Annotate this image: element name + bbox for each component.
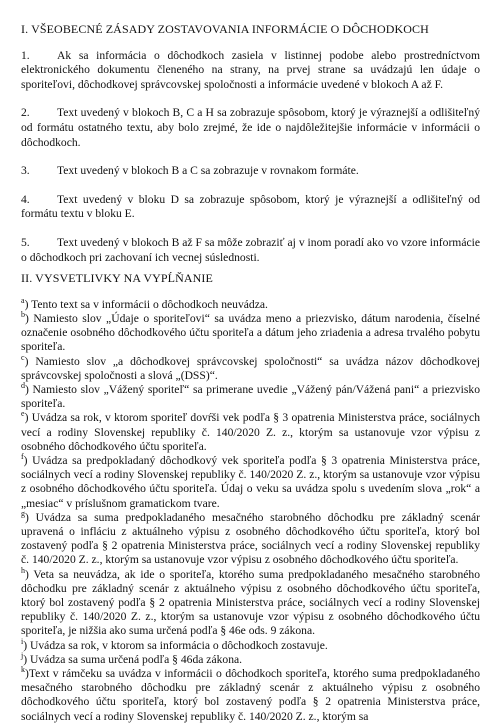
note-mark: d <box>21 381 25 391</box>
note-c: $^c$) Namiesto slov „a dôchodkovej správcovskej spoločnosti“ sa uvádza názov dôchodkovej správcovskej spoločnosti a slová „(DSS)“. <box>21 352 480 382</box>
paragraph-text: Text uvedený v blokoch B, C a H sa zobrazuje spôsobom, ktorý je výraznejší a odlišiteľný od formátu ostatného textu, aby bolo zrejmé, že ide o najdôležitejšie informácie v informácii o dôchodkoch. <box>21 106 480 149</box>
note-mark: i <box>21 636 24 646</box>
note-h: $^h$) Veta sa neuvádza, ak ide o sporiteľa, ktorého suma predpokladaného mesačného starobného dôchodku pre základný scenár z aktuálneho výpisu z osobného dôchodkového účtu sporiteľa, ktorý bol zostavený podľa § 2 opatrenia Ministerstva práce, sociálnych vecí a rodiny Slovenskej republiky č. 140/2020 Z. z., ktorým sa ustanovuje vzor výpisu z osobného dôchodkového účtu sporiteľa, je nižšia ako suma určená podľa § 46e ods. 9 zákona. <box>21 565 480 638</box>
note-g: $^g$) Uvádza sa suma predpokladaného mesačného starobného dôchodku pre základný scenár upravená o infláciu z aktuálneho výpisu z osobného dôchodkového účtu sporiteľa, ktorý bol zostavený podľa § 2 opatrenia Ministerstva práce, sociálnych vecí a rodiny Slovenskej republiky č. 140/2020 Z. z., ktorým sa ustanovuje vzor výpisu z osobného dôchodkového účtu sporiteľa. <box>21 508 480 567</box>
paragraph-text: Ak sa informácia o dôchodkoch zasiela v listinnej podobe alebo prostredníctvom elektronického dokumentu členeného na strany, na prvej strane sa uvádzajú len údaje o sporiteľovi, dôchodkovej správcovskej spoločnosti a informácie uvedené v blokoch A až F. <box>21 48 480 91</box>
note-mark: k <box>21 665 25 675</box>
note-f: $^f$) Uvádza sa predpokladaný dôchodkový vek sporiteľa podľa § 3 opatrenia Ministerstva práce, sociálnych vecí a rodiny Slovenskej republiky č. 140/2020 Z. z., ktorým sa ustanovuje vzor výpisu z osobného dôchodkového účtu sporiteľa. Údaj o veku sa uvádza spolu s uvedením slova „rok“ a „mesiac“ v príslušnom gramatickom tvare. <box>21 452 480 510</box>
note-text: Uvádza sa suma určená podľa § 46da zákona. <box>27 652 243 666</box>
note-mark: b <box>21 310 25 320</box>
note-mark: g <box>21 508 25 518</box>
note-i: $^i$) Uvádza sa rok, v ktorom sa informácia o dôchodkoch zostavuje. <box>21 636 328 652</box>
note-text: Uvádza sa predpokladaný dôchodkový vek sporiteľa podľa § 3 opatrenia Ministerstva práce, sociálnych vecí a rodiny Slovenskej republiky č. 140/2020 Z. z., ktorým sa ustanovuje vzor výpisu z osobného dôchodkového účtu sporiteľa. Údaj o veku sa uvádza spolu s uvedením slova „rok“ a „mesiac“ v príslušnom gramatickom tvare. <box>21 453 480 510</box>
numbered-paragraph-1 <box>21 49 480 93</box>
note-mark: c <box>21 352 25 362</box>
note-text: Tento text sa v informácii o dôchodkoch neuvádza. <box>28 297 268 311</box>
note-text: Uvádza sa suma predpokladaného mesačného starobného dôchodku pre základný scenár upravená o infláciu z aktuálneho výpisu z osobného dôchodkového účtu sporiteľa, ktorý bol zostavený podľa § 2 opatrenia Ministerstva práce, sociálnych vecí a rodiny Slovenskej republiky č. 140/2020 Z. z., ktorým sa ustanovuje vzor výpisu z osobného dôchodkového účtu sporiteľa. <box>21 510 480 567</box>
paragraph-number: 4. <box>21 192 30 206</box>
paragraph-number: 3. <box>21 164 30 178</box>
numbered-paragraph-5 <box>21 236 480 265</box>
note-text: Veta sa neuvádza, ak ide o sporiteľa, ktorého suma predpokladaného mesačného starobného dôchodku pre základný scenár z aktuálneho výpisu z osobného dôchodkového účtu sporiteľa, ktorý bol zostavený podľa § 2 opatrenia Ministerstva práce, sociálnych vecí a rodiny Slovenskej republiky č. 140/2020 Z. z., ktorým sa ustanovuje vzor výpisu z osobného dôchodkového účtu sporiteľa, je nižšia ako suma určená podľa § 46e ods. 9 zákona. <box>21 567 480 638</box>
note-text: Uvádza sa rok, v ktorom sporiteľ dovŕši vek podľa § 3 opatrenia Ministerstva práce, sociálnych vecí a rodiny Slovenskej republiky č. 140/2020 Z. z., ktorým sa ustanovuje vzor výpisu z osobného dôchodkového účtu sporiteľa. <box>21 411 480 453</box>
note-text: Uvádza sa rok, v ktorom sa informácia o dôchodkoch zostavuje. <box>27 638 328 652</box>
paragraph-number: 2. <box>21 106 30 120</box>
note-text: Namiesto slov „Vážený sporiteľ“ sa primerane uvedie „Vážený pán/Vážená pani“ a priezvisko sporiteľa. <box>21 382 480 411</box>
numbered-paragraph-3 <box>21 164 480 179</box>
note-text: Text v rámčeku sa uvádza v informácii o dôchodkoch sporiteľa, ktorého suma predpokladaného mesačného starobného dôchodku pre základný scenár z aktuálneho výpisu z osobného dôchodkového účtu sporiteľa, ktorý bol zostavený podľa § 2 opatrenia Ministerstva práce, sociálnych vecí a rodiny Slovenskej republiky č. 140/2020 Z. z., ktorým sa <box>21 667 480 723</box>
paragraph-text: Text uvedený v bloku D sa zobrazuje spôsobom, ktorý je výraznejší a odlišiteľný od formátu textu v bloku E. <box>21 192 480 221</box>
paragraph-text: Text uvedený v blokoch B až F sa môže zobraziť aj v inom poradí ako vo vzore informácie o dôchodkoch pri zachovaní ich vecnej súslednosti. <box>21 235 480 264</box>
note-text: Namiesto slov „Údaje o sporiteľovi“ sa uvádza meno a priezvisko, dátum narodenia, číselné označenie osobného dôchodkového účtu sporiteľa a dátum jeho zriadenia a adresa trvalého pobytu sporiteľa. <box>21 311 480 354</box>
note-mark: a <box>21 295 25 305</box>
explanatory-notes <box>21 295 480 724</box>
note-j: $^j$) Uvádza sa suma určená podľa § 46da zákona. <box>21 650 243 666</box>
note-mark: j <box>21 650 24 660</box>
numbered-paragraph-4 <box>21 193 480 222</box>
paragraph-number: 5. <box>21 235 30 249</box>
section-1-items <box>21 49 480 266</box>
note-mark: f <box>21 452 24 462</box>
note-a: $^a$) Tento text sa v informácii o dôchodkoch neuvádza. <box>21 295 268 311</box>
note-mark: h <box>21 565 25 575</box>
paragraph-text: Text uvedený v blokoch B a C sa zobrazuje v rovnakom formáte. <box>57 164 359 178</box>
note-mark: e <box>21 409 25 419</box>
section-2-title: II. VYSVETLIVKY NA VYPĹŇANIE <box>21 271 213 286</box>
note-k: $^k$)Text v rámčeku sa uvádza v informácii o dôchodkoch sporiteľa, ktorého suma predpokladaného mesačného starobného dôchodku pre základný scenár z aktuálneho výpisu z osobného dôchodkového účtu sporiteľa, ktorý bol zostavený podľa § 2 opatrenia Ministerstva práce, sociálnych vecí a rodiny Slovenskej republiky č. 140/2020 Z. z., ktorým sa <box>21 665 480 723</box>
note-b: $^b$) Namiesto slov „Údaje o sporiteľovi“ sa uvádza meno a priezvisko, dátum narodenia, číselné označenie osobného dôchodkového účtu sporiteľa a dátum jeho zriadenia a adresa trvalého pobytu sporiteľa. <box>21 310 480 354</box>
note-text: Namiesto slov „a dôchodkovej správcovskej spoločnosti“ sa uvádza názov dôchodkovej správcovskej spoločnosti a slová „(DSS)“. <box>21 354 480 382</box>
section-1-title: I. VŠEOBECNÉ ZÁSADY ZOSTAVOVANIA INFORMÁCIE O DÔCHODKOCH <box>21 22 429 36</box>
note-d: $^d$) Namiesto slov „Vážený sporiteľ“ sa primerane uvedie „Vážený pán/Vážená pani“ a priezvisko sporiteľa. <box>21 381 480 411</box>
numbered-paragraph-2 <box>21 106 480 150</box>
note-e: $^e$) Uvádza sa rok, v ktorom sporiteľ dovŕši vek podľa § 3 opatrenia Ministerstva práce, sociálnych vecí a rodiny Slovenskej republiky č. 140/2020 Z. z., ktorým sa ustanovuje vzor výpisu z osobného dôchodkového účtu sporiteľa. <box>21 409 480 453</box>
paragraph-number: 1. <box>21 48 30 62</box>
